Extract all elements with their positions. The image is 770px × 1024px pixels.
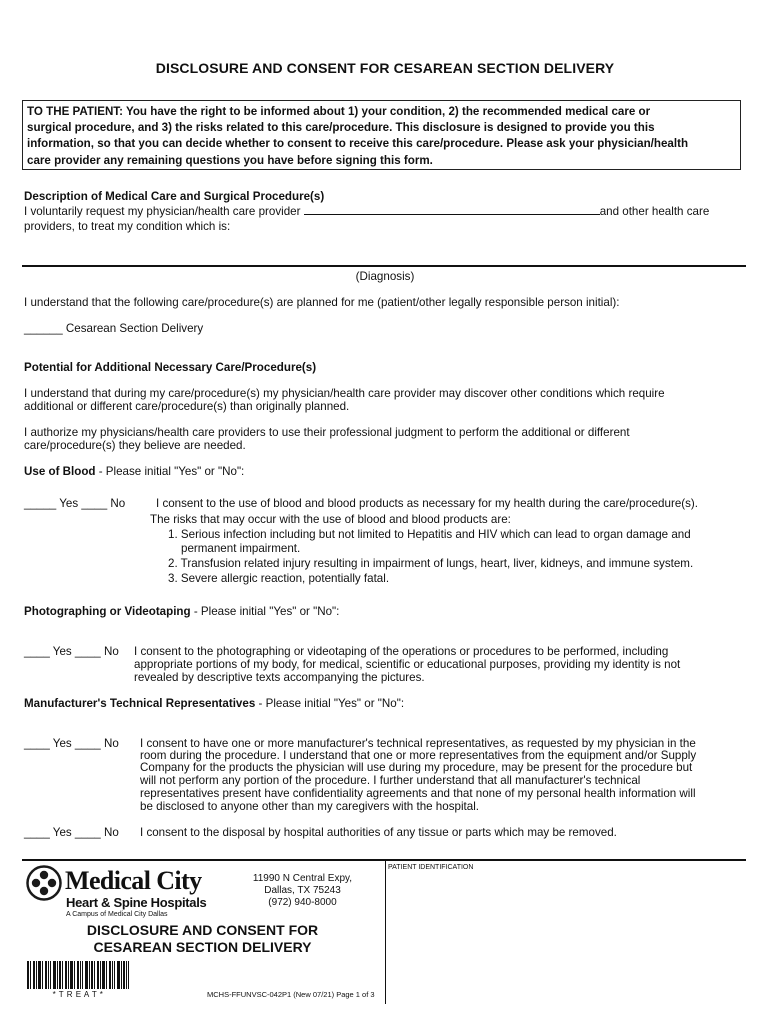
photo-consent-l1: I consent to the photographing or videotaping of the operations or procedures to be performed, including [134,645,669,658]
patient-identification-label: PATIENT IDENTIFICATION [388,864,474,871]
footer-form-title-2: CESAREAN SECTION DELIVERY [93,939,312,955]
address-line-2: Dallas, TX 75243 [264,885,341,896]
disposal-consent: I consent to the disposal by hospital authorities of any tissue or parts which may be removed. [140,826,617,839]
reps-instruction: - Please initial "Yes" or "No": [255,697,405,710]
notice-line: TO THE PATIENT: You have the right to be informed about 1) your condition, 2) the recommended medical care or [27,105,651,118]
reps-heading: Manufacturer's Technical Representatives [24,697,256,710]
blood-risk-1: 1. Serious infection including but not limited to Hepatitis and HIV which can lead to organ damage and [168,528,691,541]
footer-form-title [30,922,375,956]
logo-campus: A Campus of Medical City Dallas [66,911,168,918]
hospital-address [240,873,365,909]
footer-form-title-1: DISCLOSURE AND CONSENT FOR [86,922,319,938]
reps-consent-l6: be disclosed to anyone other than my caregivers with the hospital. [140,800,479,813]
photo-instruction: - Please initial "Yes" or "No": [190,605,340,618]
planned-procedures-text: I understand that the following care/procedure(s) are planned for me (patient/other legally responsible person initial): [24,296,620,309]
footer-vertical-divider [385,860,386,1004]
notice-line: information, so that you can decide whether to consent to receive this care/procedure. Please ask your physician/health [27,137,689,151]
form-number: MCHS-FFUNVSC-042P1 (New 07/21) Page 1 of 3 [207,990,375,999]
disposal-yes-no[interactable]: ____ Yes ____ No [24,826,119,839]
notice-line: surgical procedure, and 3) the risks related to this care/procedure. This disclosure is designed to provide you this [27,121,655,135]
photo-consent-l3: revealed by descriptive texts accompanying the pictures. [134,671,425,684]
reps-consent-l5: representatives present have confidentiality agreements and that none of my personal health information will [140,787,696,800]
blood-heading-line [24,465,244,479]
logo-name: Medical City [65,866,202,895]
phone-number: (972) 940-8000 [268,897,337,908]
procedure-line [24,322,203,336]
photo-heading: Photographing or Videotaping [24,605,191,618]
diagnosis-label: (Diagnosis) [355,270,415,283]
blood-yes-no[interactable]: _____ Yes ____ No [24,497,126,510]
additional-p1-l2: additional or different care/procedure(s) than originally planned. [24,400,350,413]
barcode [27,961,129,989]
procedure-initial-blank[interactable]: ______ [24,322,63,335]
condition-line: providers, to treat my condition which is: [24,220,231,233]
blood-heading: Use of Blood [24,465,96,478]
medical-city-logo-icon [26,865,62,901]
barcode-text: * T R E A T * [52,990,104,999]
blood-risk-1-cont: permanent impairment. [181,542,301,555]
reps-consent-l1: I consent to have one or more manufacturer's technical representatives, as requested by my physician in the [140,737,696,750]
reps-consent-l4: will not perform any portion of the procedure. I further understand that all manufacturer's technical [140,774,641,787]
additional-care-heading: Potential for Additional Necessary Care/Procedure(s) [24,361,317,374]
address-line-1: 11990 N Central Expy, [252,873,353,884]
additional-p1-l1: I understand that during my care/procedure(s) my physician/health care provider may discover other conditions which require [24,387,665,400]
blood-consent: I consent to the use of blood and blood products as necessary for my health during the care/procedure(s). [156,497,699,510]
blood-risks-intro: The risks that may occur with the use of blood and blood products are: [150,513,511,526]
provider-request-post: and other health care [599,205,710,218]
additional-p2-l1: I authorize my physicians/health care providers to use their professional judgment to perform the additional or different [24,426,630,439]
blood-risk-2: 2. Transfusion related injury resulting in impairment of lungs, heart, liver, kidneys, and immune system. [168,557,694,570]
reps-heading-line [24,697,404,711]
diagnosis-field[interactable] [22,265,746,267]
procedure-name: Cesarean Section Delivery [65,322,204,335]
provider-name-field[interactable] [304,214,600,215]
description-heading: Description of Medical Care and Surgical Procedure(s) [24,190,325,203]
provider-request-pre: I voluntarily request my physician/health care provider [24,205,301,218]
photo-yes-no[interactable]: ____ Yes ____ No [24,645,119,658]
additional-p2-l2: care/procedure(s) they believe are needed. [24,439,246,452]
reps-yes-no[interactable]: ____ Yes ____ No [24,737,119,750]
photo-consent-l2: appropriate portions of my body, for medical, scientific or educational purposes, providing my identity is not [134,658,681,671]
logo-subtitle: Heart & Spine Hospitals [66,895,207,910]
document-title: DISCLOSURE AND CONSENT FOR CESAREAN SECTION DELIVERY [155,60,615,76]
blood-risk-3: 3. Severe allergic reaction, potentially fatal. [168,572,390,585]
photo-heading-line [24,605,339,619]
provider-request-line [24,205,709,219]
patient-notice-box [22,100,741,170]
notice-line: care provider any remaining questions you have before signing this form. [27,153,433,167]
reps-consent-l3: Company for the products the physician will use during my procedure, may be present for the procedure but [140,761,693,774]
footer-divider [22,859,746,861]
reps-consent-l2: room during the procedure. I understand that one or more representatives from the equipment and/or Supply [140,749,697,762]
blood-instruction: - Please initial "Yes" or "No": [95,465,245,478]
